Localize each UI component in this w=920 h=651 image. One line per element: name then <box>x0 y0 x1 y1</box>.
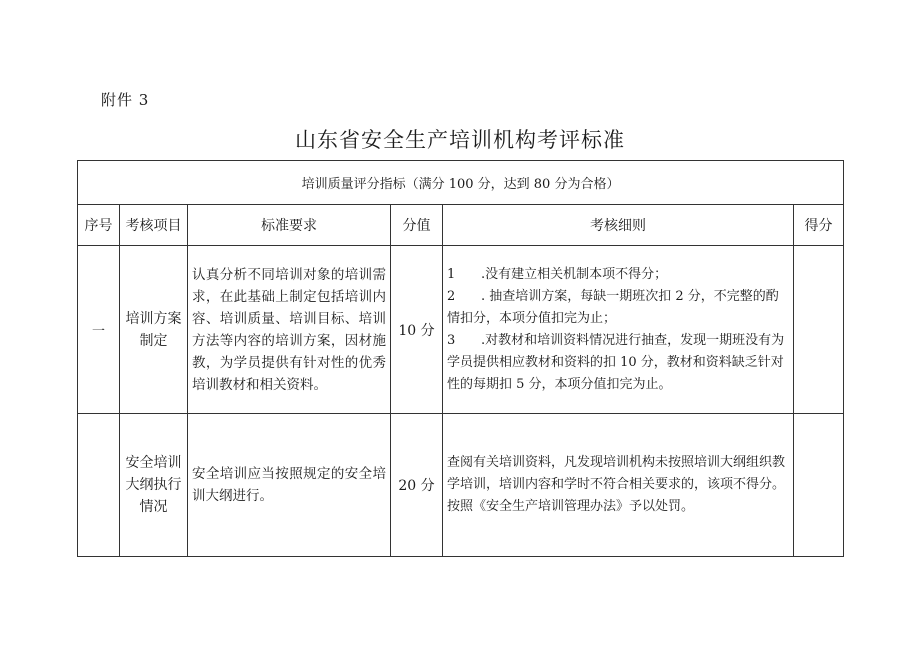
row-number: 一 <box>78 246 120 414</box>
table-header-row <box>78 205 844 246</box>
header-item: 考核项目 <box>120 205 188 246</box>
header-no: 序号 <box>78 205 120 246</box>
row-rules <box>443 246 794 414</box>
rule-item <box>447 286 789 330</box>
attachment-label: 附件 3 <box>101 91 150 109</box>
row-number <box>78 414 120 557</box>
table-row <box>78 414 844 557</box>
rule-number: 2 <box>447 288 456 304</box>
row-item: 安全培训大纲执行情况 <box>120 414 188 557</box>
row-points <box>794 414 844 557</box>
header-standard: 标准要求 <box>188 205 391 246</box>
evaluation-table <box>77 160 844 557</box>
row-standard: 安全培训应当按照规定的安全培训大纲进行。 <box>188 414 391 557</box>
rule-number: 3 <box>447 332 456 348</box>
rule-text: .没有建立相关机制本项不得分； <box>481 266 668 282</box>
row-rules: 查阅有关培训资料，凡发现培训机构未按照培训大纲组织教学培训，培训内容和学时不符合相关要求的，该项不得分。按照《安全生产培训管理办法》予以处罚。 <box>443 414 794 557</box>
document-title: 山东省安全生产培训机构考评标准 <box>295 128 625 152</box>
rule-text: . 抽查培训方案，每缺一期班次扣 2 分，不完整的酌情扣分，本项分值扣完为止； <box>447 288 779 326</box>
table-caption: 培训质量评分指标（满分 100 分，达到 80 分为合格） <box>78 161 844 205</box>
header-score: 分值 <box>391 205 443 246</box>
rule-item <box>447 330 789 396</box>
rule-text: .对教材和培训资料情况进行抽查，发现一期班没有为学员提供相应教材和资料的扣 10 分，教材和资料缺乏针对性的每期扣 5 分，本项分值扣完为止。 <box>447 332 785 392</box>
table-row <box>78 246 844 414</box>
rule-item <box>447 264 789 286</box>
row-points <box>794 246 844 414</box>
row-item: 培训方案制定 <box>120 246 188 414</box>
header-rules: 考核细则 <box>443 205 794 246</box>
header-points: 得分 <box>794 205 844 246</box>
row-score: 20 分 <box>391 414 443 557</box>
row-standard: 认真分析不同培训对象的培训需求，在此基础上制定包括培训内容、培训质量、培训目标、培训方法等内容的培训方案，因材施教，为学员提供有针对性的优秀培训教材和相关资料。 <box>188 246 391 414</box>
rule-number: 1 <box>447 266 456 282</box>
row-score: 10 分 <box>391 246 443 414</box>
